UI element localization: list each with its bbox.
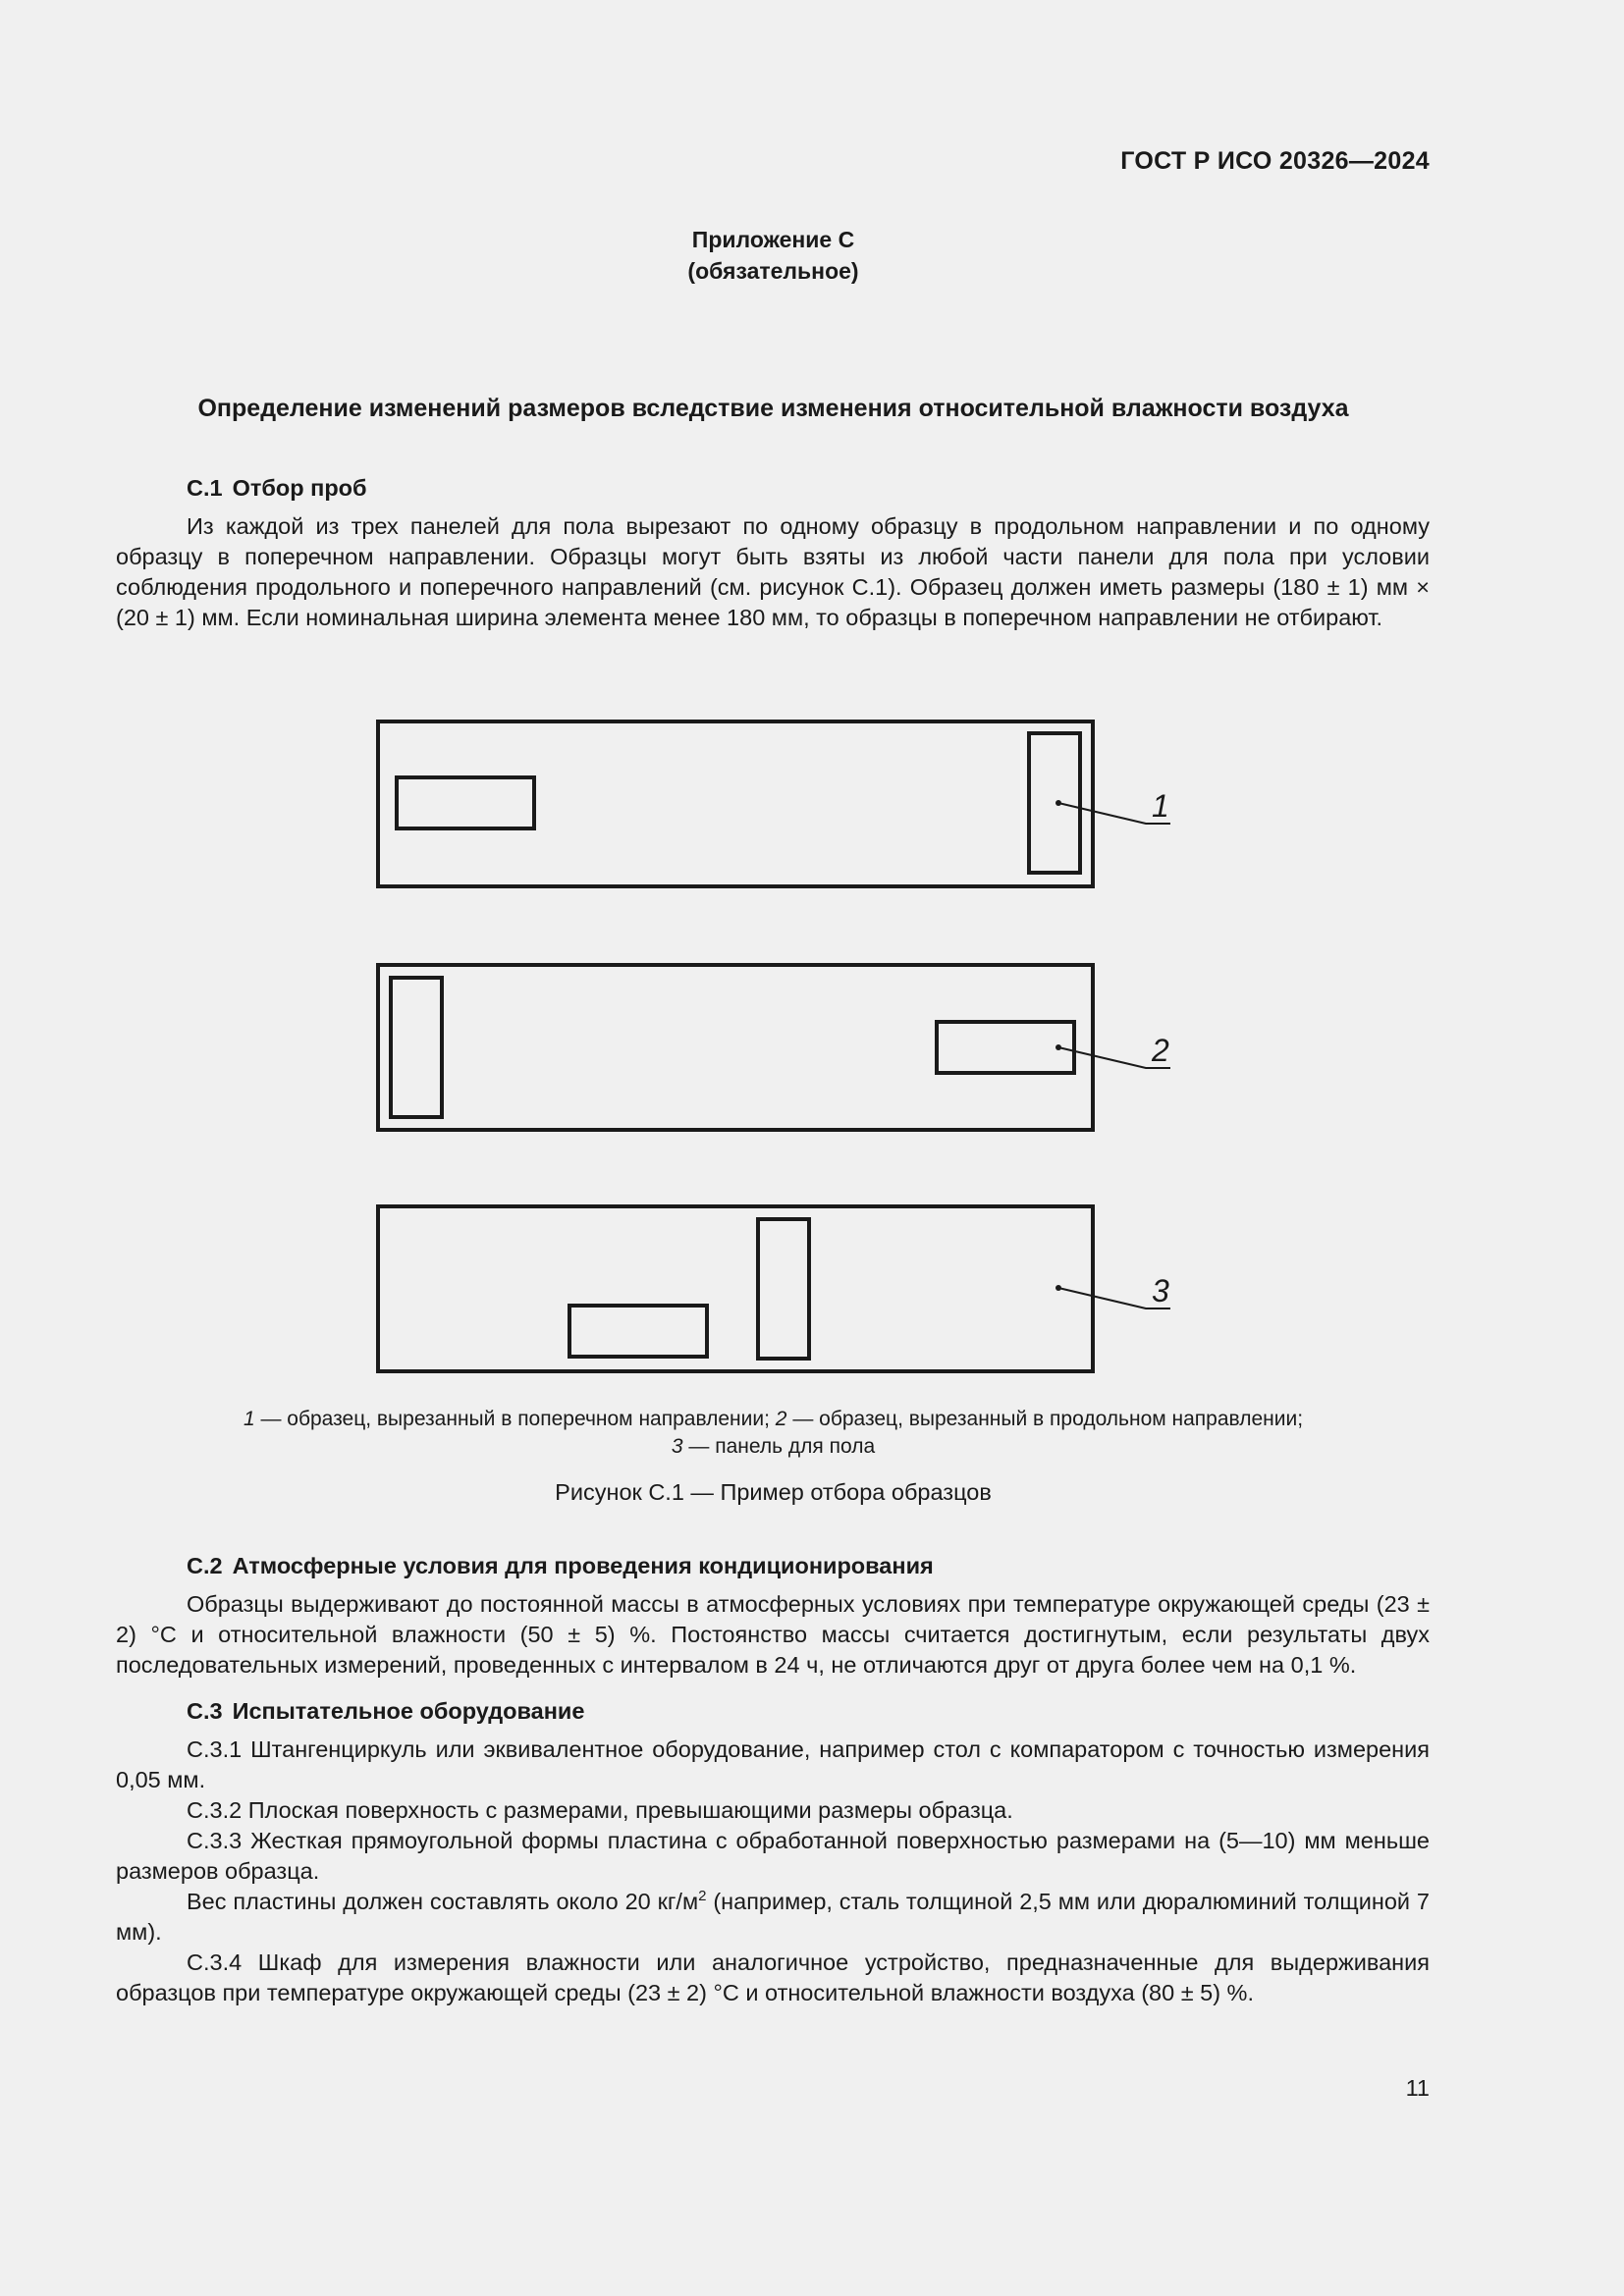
floor-panel-1 xyxy=(378,721,1093,886)
section-c3-p1: С.3.1 Штангенциркуль или эквивалентное оборудование, например стол с компаратором с точностью измерения 0,05 мм. xyxy=(116,1736,1430,1792)
annex-heading xyxy=(0,224,1546,287)
section-c2-heading xyxy=(187,1551,1430,1581)
section-c2 xyxy=(116,1551,1430,1681)
figure-legend-line-1: 1 — образец, вырезанный в поперечном направлении; 2 — образец, вырезанный в продольном направлении; xyxy=(243,1408,1304,1430)
transverse-sample-panel-3 xyxy=(758,1219,809,1359)
figure-c1-drawing xyxy=(373,717,1188,1384)
annex-main-title: Определение изменений размеров вследствие изменения относительной влажности воздуха xyxy=(197,395,1349,422)
section-c3-title: Испытательное оборудование xyxy=(232,1698,585,1724)
floor-panel-2 xyxy=(378,965,1093,1130)
section-c3-p2: С.3.2 Плоская поверхность с размерами, превышающими размеры образца. xyxy=(187,1797,1013,1823)
section-c1 xyxy=(116,473,1430,633)
annex-status: (обязательное) xyxy=(687,258,859,284)
leader-dot-2 xyxy=(1056,1044,1061,1050)
figure-c1 xyxy=(373,717,1188,1384)
section-c2-title: Атмосферные условия для проведения кондиционирования xyxy=(232,1553,934,1578)
section-c1-title: Отбор проб xyxy=(232,475,367,501)
section-c3-p3: С.3.3 Жесткая прямоугольной формы пластина с обработанной поверхностью размерами на (5—10) мм меньше размеров образца. xyxy=(116,1828,1430,1884)
section-c1-heading xyxy=(187,473,1430,504)
longitudinal-sample-panel-2 xyxy=(937,1022,1074,1073)
figure-label-2: 2 xyxy=(1152,1033,1169,1068)
figure-legend xyxy=(0,1406,1546,1461)
transverse-sample-panel-2 xyxy=(391,978,442,1117)
transverse-sample-panel-1 xyxy=(1029,733,1080,873)
leader-dot-3 xyxy=(1056,1285,1061,1291)
figure-caption: Рисунок С.1 — Пример отбора образцов xyxy=(555,1479,992,1505)
figure-legend-line-2: 3 — панель для пола xyxy=(671,1435,876,1458)
annex-title: Приложение С xyxy=(691,227,855,252)
section-c2-body: Образцы выдерживают до постоянной массы в атмосферных условиях при температуре окружающей среды (23 ± 2) °С и относительной влажности (50 ± 5) %. Постоянство массы считается достигнутым, если результаты двух последовательных измерений, проведенных с интервалом в 24 ч, не отличаются друг от друга более чем на 0,1 %. xyxy=(116,1591,1430,1678)
section-c3-p4: Вес пластины должен составлять около 20 $кг/м^2$ (например, сталь толщиной 2,5 мм или дюралюминий толщиной 7 мм). xyxy=(116,1888,1430,1945)
section-c3-number: С.3 xyxy=(187,1698,223,1724)
section-c3 xyxy=(116,1696,1430,2008)
section-c2-number: С.2 xyxy=(187,1553,223,1578)
longitudinal-sample-panel-3 xyxy=(569,1306,707,1357)
figure-label-1: 1 xyxy=(1152,788,1169,824)
page-number: 11 xyxy=(1405,2075,1430,2101)
longitudinal-sample-panel-1 xyxy=(397,777,534,828)
section-c1-body: Из каждой из трех панелей для пола вырезают по одному образцу в продольном направлении и по одному образцу в поперечном направлении. Образцы могут быть взяты из любой части панели для пола при условии соблюдения продольного и поперечного направлений (см. рисунок С.1). Образец должен иметь размеры (180 ± 1) мм × (20 ± 1) мм. Если номинальная ширина элемента менее 180 мм, то образцы в поперечном направлении не отбирают. xyxy=(116,513,1430,630)
section-c3-p5: С.3.4 Шкаф для измерения влажности или аналогичное устройство, предназначенные для выдерживания образцов при температуре окружающей среды (23 ± 2) °С и относительной влажности воздуха (80 ± 5) %. xyxy=(116,1949,1430,2005)
floor-panel-3 xyxy=(378,1206,1093,1371)
leader-dot-1 xyxy=(1056,800,1061,806)
figure-label-3: 3 xyxy=(1152,1273,1169,1308)
section-c3-heading xyxy=(187,1696,1430,1727)
section-c1-number: С.1 xyxy=(187,475,223,501)
document-code: ГОСТ Р ИСО 20326—2024 xyxy=(1120,147,1430,175)
